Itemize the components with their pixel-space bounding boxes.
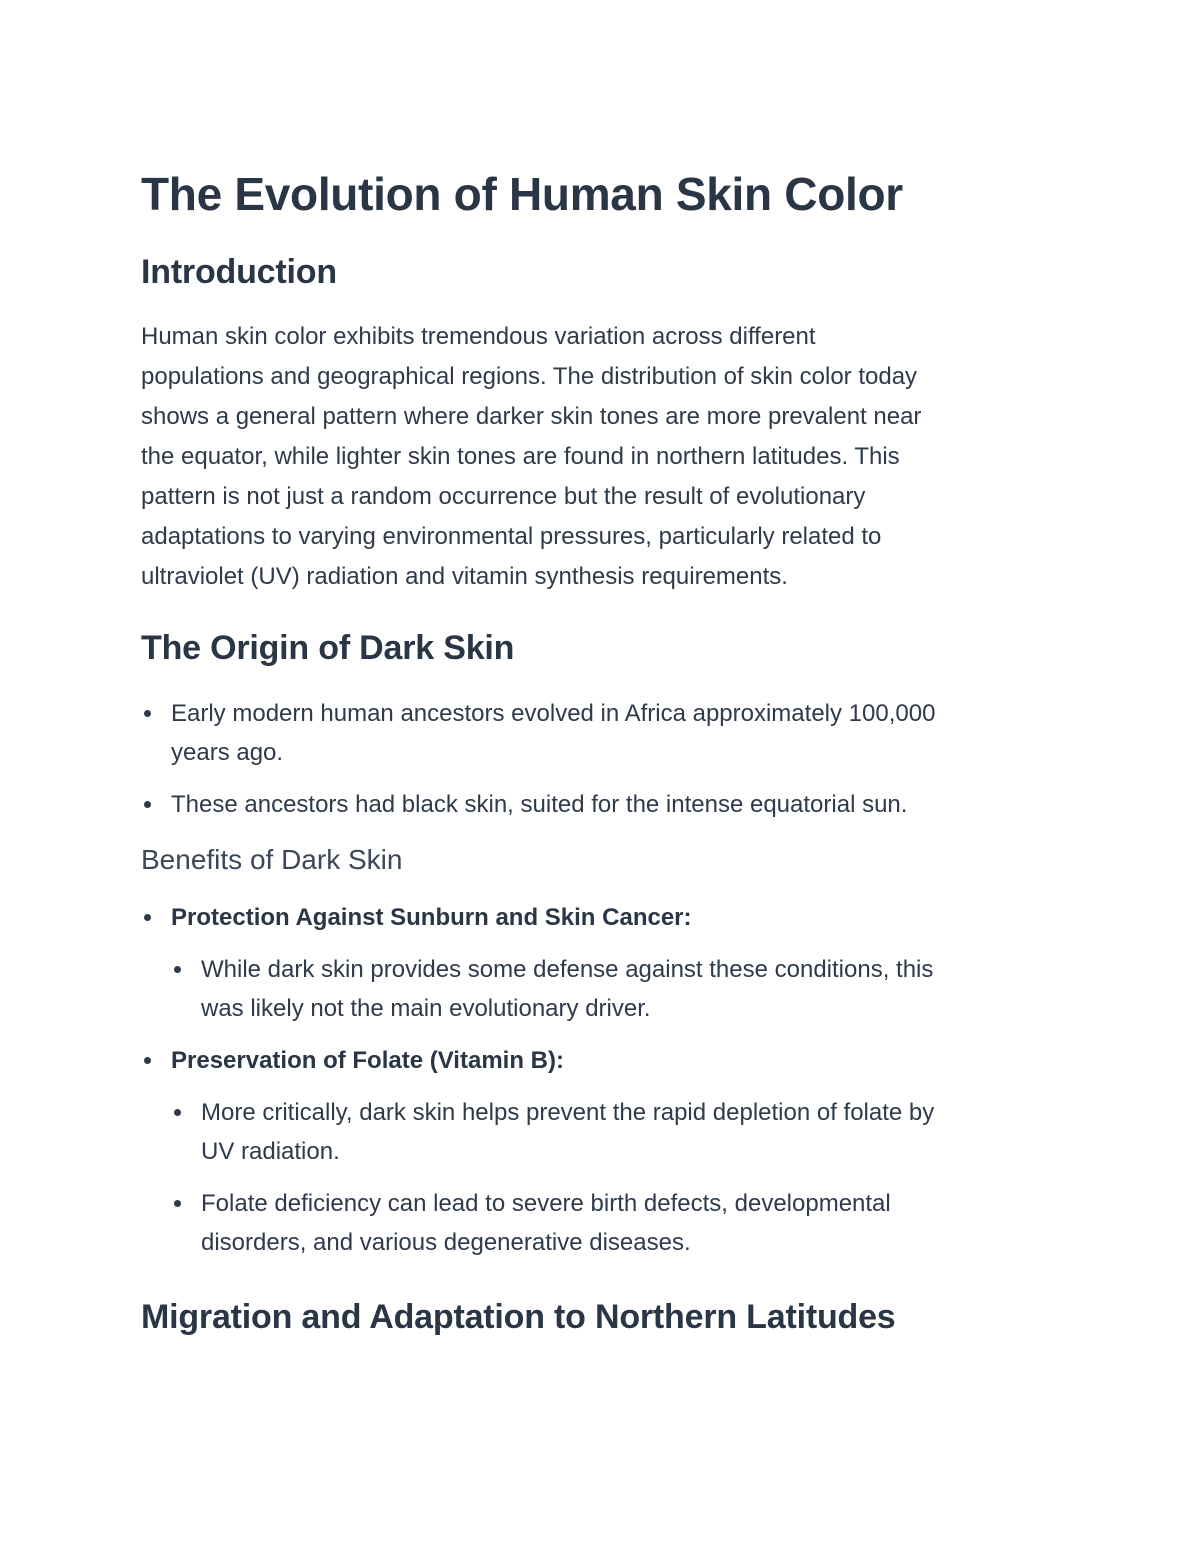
list-item-line: was likely not the main evolutionary driver. <box>201 995 651 1022</box>
list-item-line: UV radiation. <box>201 1138 340 1165</box>
section-heading-migration: Migration and Adaptation to Northern Latitudes <box>141 1298 896 1336</box>
list-item-line: More critically, dark skin helps prevent the rapid depletion of folate by <box>201 1099 935 1126</box>
benefit-sub-list <box>171 950 1055 1028</box>
benefit-label: Protection Against Sunburn and Skin Cancer: <box>171 904 692 931</box>
paragraph-line: pattern is not just a random occurrence but the result of evolutionary <box>141 483 866 510</box>
list-item-line: While dark skin provides some defense against these conditions, this <box>201 956 934 983</box>
paragraph-line: adaptations to varying environmental pressures, particularly related to <box>141 523 882 550</box>
list-item-line: Folate deficiency can lead to severe birth defects, developmental <box>201 1190 891 1217</box>
paragraph-line: ultraviolet (UV) radiation and vitamin synthesis requirements. <box>141 563 788 590</box>
benefit-sub-list <box>171 1093 1055 1262</box>
subsection-heading-benefits: Benefits of Dark Skin <box>141 844 403 875</box>
list-item <box>141 694 1055 772</box>
paragraph-line: Human skin color exhibits tremendous variation across different <box>141 323 816 350</box>
sub-list-item <box>171 950 1055 1028</box>
section-heading-introduction: Introduction <box>141 253 337 291</box>
sub-list-item <box>171 1093 1055 1171</box>
introduction-paragraph <box>141 317 1055 597</box>
list-item <box>141 1041 1055 1262</box>
paragraph-line: populations and geographical regions. The distribution of skin color today <box>141 363 918 390</box>
sub-list-item <box>171 1184 1055 1262</box>
benefit-label: Preservation of Folate (Vitamin B): <box>171 1047 564 1074</box>
paragraph-line: the equator, while lighter skin tones are found in northern latitudes. This <box>141 443 900 470</box>
list-item <box>141 785 1055 824</box>
list-item-line: Early modern human ancestors evolved in Africa approximately 100,000 <box>171 700 936 727</box>
benefits-list <box>141 898 1055 1262</box>
origin-bullet-list <box>141 694 1055 824</box>
section-heading-origin: The Origin of Dark Skin <box>141 629 515 667</box>
list-item-line: disorders, and various degenerative diseases. <box>201 1229 691 1256</box>
paragraph-line: shows a general pattern where darker skin tones are more prevalent near <box>141 403 922 430</box>
list-item <box>141 898 1055 1028</box>
list-item-line: years ago. <box>171 739 284 766</box>
page-title: The Evolution of Human Skin Color <box>141 168 903 220</box>
list-item-line: These ancestors had black skin, suited for the intense equatorial sun. <box>171 791 908 818</box>
